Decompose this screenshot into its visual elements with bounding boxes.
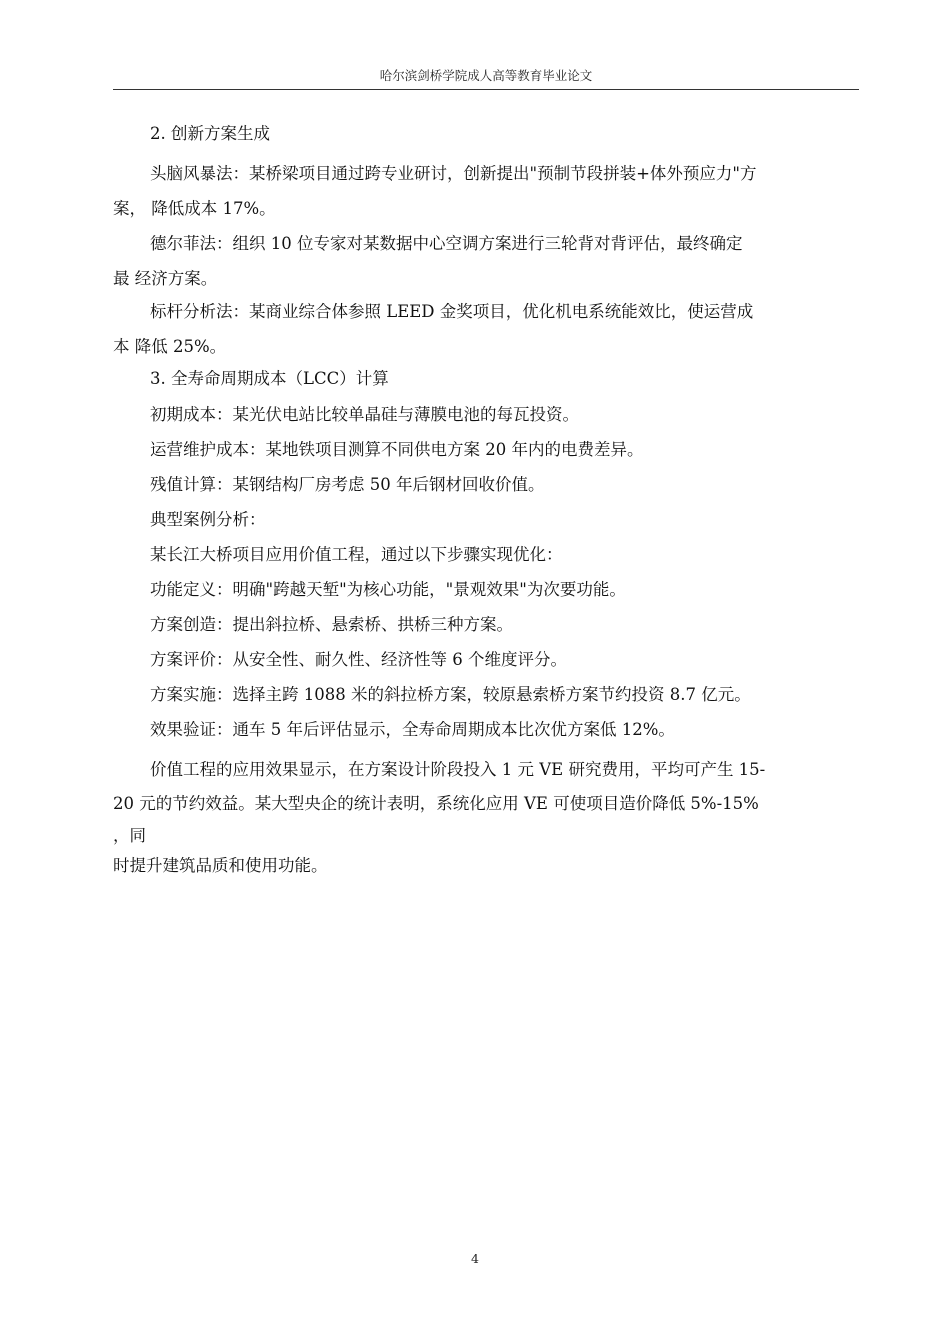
paragraph-line: 运营维护成本：某地铁项目测算不同供电方案 20 年内的电费差异。	[150, 440, 644, 459]
paragraph-line: 方案创造：提出斜拉桥、悬索桥、拱桥三种方案。	[150, 615, 513, 634]
paragraph-line: 方案评价：从安全性、耐久性、经济性等 6 个维度评分。	[150, 650, 567, 669]
paragraph-line: 标杆分析法：某商业综合体参照 LEED 金奖项目，优化机电系统能效比，使运营成	[150, 302, 754, 321]
section-heading-lcc: 3. 全寿命周期成本（LCC）计算	[150, 369, 389, 388]
paragraph-line: 某长江大桥项目应用价值工程，通过以下步骤实现优化：	[150, 545, 563, 564]
paragraph-line: 效果验证：通车 5 年后评估显示，全寿命周期成本比次优方案低 12%。	[150, 720, 675, 739]
paragraph-line: 德尔菲法：组织 10 位专家对某数据中心空调方案进行三轮背对背评估，最终确定	[150, 234, 743, 253]
paragraph-line: 本 降低 25%。	[113, 337, 227, 356]
page-header: 哈尔滨剑桥学院成人高等教育毕业论文	[379, 68, 593, 83]
page-number: 4	[471, 1251, 479, 1266]
paragraph-line: ，同	[113, 826, 146, 845]
paragraph-line: 初期成本：某光伏电站比较单晶硅与薄膜电池的每瓦投资。	[150, 405, 579, 424]
paragraph-line: 功能定义：明确"跨越天堑"为核心功能，"景观效果"为次要功能。	[150, 580, 626, 599]
section-heading-innovation: 2. 创新方案生成	[150, 124, 270, 143]
paragraph-line: 典型案例分析：	[150, 510, 266, 529]
paragraph-line: 头脑风暴法：某桥梁项目通过跨专业研讨，创新提出"预制节段拼装+体外预应力"方	[150, 164, 757, 183]
paragraph-line: 方案实施：选择主跨 1088 米的斜拉桥方案，较原悬索桥方案节约投资 8.7 亿元。	[150, 685, 751, 704]
paragraph-line: 20 元的节约效益。某大型央企的统计表明，系统化应用 VE 可使项目造价降低 5%-15%	[113, 794, 759, 813]
paragraph-line: 案， 降低成本 17%。	[113, 199, 276, 218]
paragraph-line: 残值计算：某钢结构厂房考虑 50 年后钢材回收价值。	[150, 475, 545, 494]
paragraph-line: 最 经济方案。	[113, 269, 218, 288]
paragraph-line: 时提升建筑品质和使用功能。	[113, 856, 328, 875]
header-rule	[113, 89, 859, 90]
paragraph-line: 价值工程的应用效果显示，在方案设计阶段投入 1 元 VE 研究费用，平均可产生 15-	[150, 760, 766, 779]
